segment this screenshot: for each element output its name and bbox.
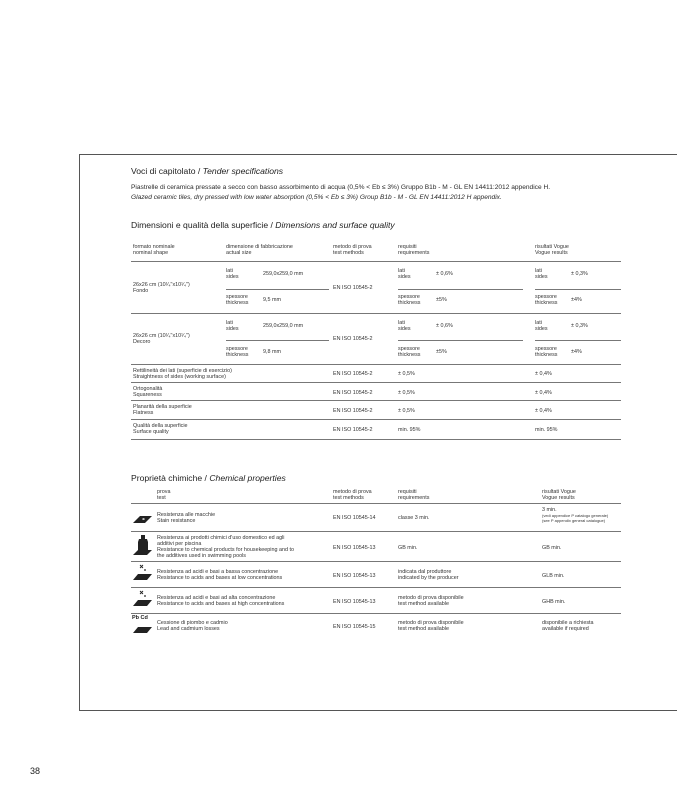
row-method: EN ISO 10545-15: [333, 624, 376, 630]
row-result: disponibile a richiesta available if required: [542, 620, 594, 632]
row-label: Resistenza alle macchie Stain resistance: [157, 512, 216, 524]
res-sides-label: lati sides: [535, 268, 548, 280]
chem-header-method: metodo di prova test methods: [333, 489, 372, 501]
chem-header-results: risultati Vogue Vogue results: [542, 489, 576, 501]
page-number: 38: [30, 766, 41, 776]
req-sides-value: ± 0,6%: [436, 323, 453, 329]
row-result: 3 min. (vedi appendice P catalogo generale) (see P appendix general catalogue): [542, 507, 609, 523]
dimensions-heading: Dimensioni e qualità della superficie / Dimensions and surface quality: [131, 220, 395, 230]
divider: [131, 561, 621, 562]
tender-line-it: Piastrelle di ceramica pressate a secco con basso assorbimento di acqua (0,5% < Eb ≤ 3%) Gruppo B1b - M - GL EN 14411:2012 appendice H.: [131, 184, 551, 191]
res-sides-value: ± 0,3%: [571, 271, 588, 277]
divider: [398, 289, 523, 290]
divider: [226, 340, 329, 341]
acid-low-icon: [131, 563, 153, 583]
divider: [226, 289, 329, 290]
req-sides-label: lati sides: [398, 320, 411, 332]
chemical-heading: Proprietà chimiche / Chemical properties: [131, 473, 286, 483]
divider: [535, 340, 621, 341]
divider: [535, 289, 621, 290]
row-requirement: ± 0,5%: [398, 390, 415, 396]
stain-icon: [131, 509, 153, 527]
row-requirement: ± 0,5%: [398, 408, 415, 414]
acid-high-icon: [131, 589, 153, 609]
req-thickness-value: ±5%: [436, 297, 447, 303]
sides-label: lati sides: [226, 320, 239, 332]
row-result: GLB min.: [542, 573, 565, 579]
divider: [131, 439, 621, 440]
req-thickness-value: ±5%: [436, 349, 447, 355]
thickness-label: spessore thickness: [226, 294, 249, 306]
divider: [131, 419, 621, 420]
row-requirement: GB min.: [398, 545, 418, 551]
res-thickness-label: spessore thickness: [535, 346, 558, 358]
dim-header-size: dimensione di fabbricazione actual size: [226, 244, 293, 256]
row-method: EN ISO 10545-2: [333, 371, 373, 377]
divider: [131, 261, 621, 262]
divider: [131, 364, 621, 365]
detergent-icon: [131, 533, 153, 557]
divider: [131, 503, 621, 504]
row-result: ± 0,4%: [535, 390, 552, 396]
dim-header-results: risultati Vogue Vogue results: [535, 244, 569, 256]
tender-heading: Voci di capitolato / Tender specifications: [131, 166, 284, 176]
res-sides-value: ± 0,3%: [571, 323, 588, 329]
dim-header-method: metodo di prova test methods: [333, 244, 372, 256]
divider: [131, 313, 621, 314]
thickness-label: spessore thickness: [226, 346, 249, 358]
row-method: EN ISO 10545-2: [333, 390, 373, 396]
format-cell: 26x26 cm (10¹⁄₄"x10¹⁄₄") Fondo: [133, 282, 190, 294]
lead-cadmium-label: Pb Cd: [132, 615, 148, 621]
req-thickness-label: spessore thickness: [398, 294, 421, 306]
thickness-size: 9,5 mm: [263, 297, 281, 303]
method-cell: EN ISO 10545-2: [333, 336, 373, 342]
method-cell: EN ISO 10545-2: [333, 285, 373, 291]
req-sides-value: ± 0,6%: [436, 271, 453, 277]
row-result: ± 0,4%: [535, 408, 552, 414]
row-requirement: metodo di prova disponibile test method available: [398, 620, 464, 632]
res-thickness-value: ±4%: [571, 349, 582, 355]
row-requirement: min. 95%: [398, 427, 421, 433]
row-result: ± 0,4%: [535, 371, 552, 377]
row-requirement: ± 0,5%: [398, 371, 415, 377]
sides-size: 259,0x259,0 mm: [263, 323, 304, 329]
row-label: Planarità della superficie Flatness: [133, 404, 192, 416]
row-result: GHB min.: [542, 599, 566, 605]
res-sides-label: lati sides: [535, 320, 548, 332]
row-requirement: classe 3 min.: [398, 515, 430, 521]
row-method: EN ISO 10545-14: [333, 515, 376, 521]
row-label: Cessione di piombo e cadmio Lead and cadmium losses: [157, 620, 228, 632]
lead-cadmium-icon: [131, 621, 153, 635]
divider: [131, 587, 621, 588]
res-thickness-label: spessore thickness: [535, 294, 558, 306]
row-method: EN ISO 10545-2: [333, 427, 373, 433]
row-requirement: metodo di prova disponibile test method available: [398, 595, 464, 607]
row-method: EN ISO 10545-13: [333, 545, 376, 551]
dim-header-requirements: requisiti requirements: [398, 244, 430, 256]
chem-header-test: prova test: [157, 489, 171, 501]
format-cell: 26x26 cm (10¹⁄₄"x10¹⁄₄") Decoro: [133, 333, 190, 345]
row-result: min. 95%: [535, 427, 558, 433]
chem-header-requirements: requisiti requirements: [398, 489, 430, 501]
tender-line-en: Glazed ceramic tiles, dry pressed with low water absorption (0,5% < Eb ≤ 3%) Group B1b - M - GL EN 14411:2012 H appendix.: [131, 194, 502, 201]
sides-size: 259,0x259,0 mm: [263, 271, 304, 277]
row-label: Resistenza ad acidi e basi a bassa concentrazione Resistance to acids and bases at low concentrations: [157, 569, 283, 581]
row-requirement: indicata dal produttore indicated by the producer: [398, 569, 459, 581]
row-label: Ortogonalità Squareness: [133, 386, 163, 398]
row-label: Qualità della superficie Surface quality: [133, 423, 188, 435]
row-method: EN ISO 10545-2: [333, 408, 373, 414]
thickness-size: 9,8 mm: [263, 349, 281, 355]
req-thickness-label: spessore thickness: [398, 346, 421, 358]
divider: [131, 400, 621, 401]
sides-label: lati sides: [226, 268, 239, 280]
divider: [131, 613, 621, 614]
row-label: Rettilineità dei lati (superficie di esercizio) Straightness of sides (working surface): [133, 368, 232, 380]
res-thickness-value: ±4%: [571, 297, 582, 303]
req-sides-label: lati sides: [398, 268, 411, 280]
dim-header-format: formato nominale nominal shape: [133, 244, 175, 256]
row-result: GB min.: [542, 545, 562, 551]
row-label: Resistenza ad acidi e basi ad alta concentrazione Resistance to acids and bases at high concentrations: [157, 595, 285, 607]
divider: [398, 340, 523, 341]
row-method: EN ISO 10545-13: [333, 599, 376, 605]
row-label: Resistenza ai prodotti chimici d'uso domestico ed agli additivi per piscina Resistance to chemical products for housekeeping and to the additives used in swimming pools: [157, 535, 294, 559]
divider: [131, 382, 621, 383]
divider: [131, 531, 621, 532]
row-method: EN ISO 10545-13: [333, 573, 376, 579]
